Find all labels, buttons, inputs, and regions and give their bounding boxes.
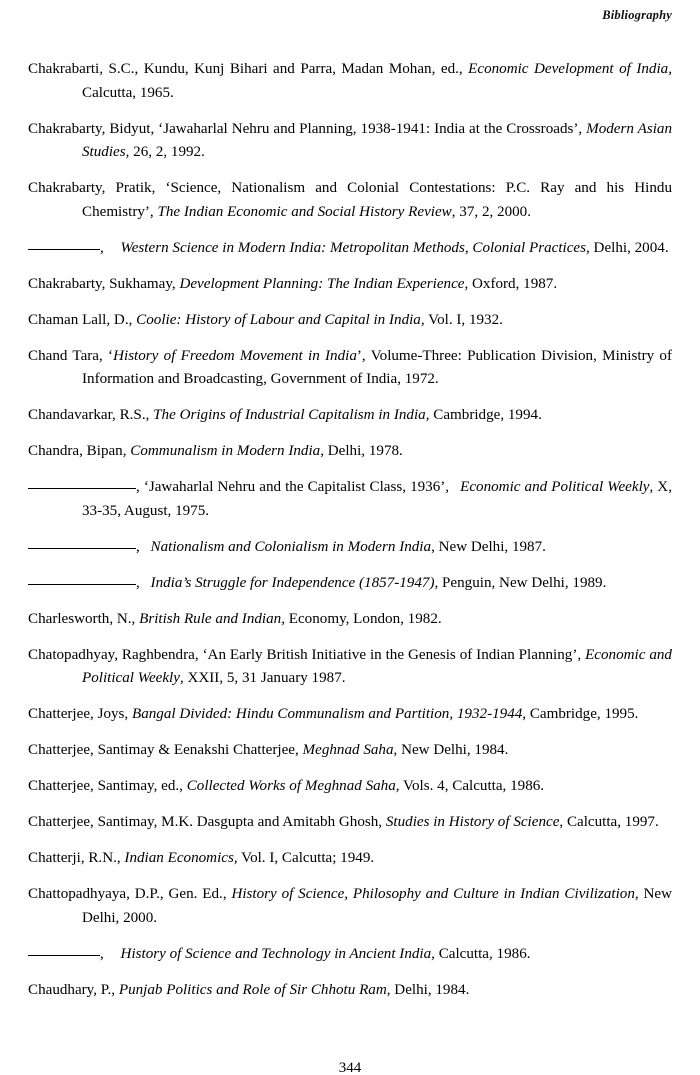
entry-suffix: Vol. I, Calcutta; 1949. <box>237 850 375 867</box>
bibliography-entry <box>28 979 672 1003</box>
entry-title: Development Planning: The Indian Experience <box>179 275 465 292</box>
bibliography-entry <box>28 440 672 464</box>
page-number: 344 <box>338 1060 362 1075</box>
bibliography-entry <box>28 644 672 691</box>
bibliography-entry <box>28 273 672 297</box>
entry-title: Western Science in Modern India: Metropolitan Methods, Colonial Practices <box>120 239 586 256</box>
bibliography-entry <box>28 476 672 523</box>
entry-prefix: Chandra, Bipan, <box>28 443 131 460</box>
entry-title: Coolie: History of Labour and Capital in India, <box>136 311 425 328</box>
bibliography-entry <box>28 943 672 967</box>
entry-title: British Rule and Indian <box>139 610 282 627</box>
entry-prefix: Chatterji, R.N., <box>28 850 125 867</box>
entry-prefix: , <box>100 239 108 256</box>
entry-prefix: Chakrabarty, Pratik, ‘Science, Nationalism and Colonial Contestations: P.C. Ray and his Hindu Chemistry’, <box>28 180 672 220</box>
entry-title: Economic and Political Weekly <box>82 646 672 687</box>
entry-prefix: Chattopadhyaya, D.P., Gen. Ed., <box>28 886 232 903</box>
bibliography-entry <box>28 118 672 165</box>
entry-prefix: Chatterjee, Santimay, M.K. Dasgupta and Amitabh Ghosh, <box>28 814 386 831</box>
bibliography-entry <box>28 703 672 727</box>
entry-suffix: Vols. 4, Calcutta, 1986. <box>399 778 545 795</box>
entry-suffix: , X, 33-35, August, 1975. <box>82 479 672 519</box>
entry-title: Studies in History of Science <box>385 814 560 831</box>
entry-title: Modern Asian Studies <box>82 120 672 161</box>
entry-title: History of Freedom Movement in India <box>113 347 357 364</box>
entry-suffix: , Cambridge, 1995. <box>522 706 639 723</box>
entry-prefix: , <box>136 574 144 591</box>
bibliography-entry <box>28 775 672 799</box>
entry-prefix: Chatterjee, Santimay & Eenakshi Chatterjee, <box>28 742 303 759</box>
entry-suffix: , Penguin, New Delhi, 1989. <box>434 574 607 591</box>
entry-prefix: , ‘Jawaharlal Nehru and the Capitalist Class, 1936’, <box>136 479 454 496</box>
entry-suffix: Calcutta, 1965. <box>82 84 174 101</box>
bibliography-entry <box>28 847 672 871</box>
bibliography-entry <box>28 572 672 596</box>
running-head: Bibliography <box>602 8 672 22</box>
entry-title: The Indian Economic and Social History Review <box>157 203 452 220</box>
bibliography-entry <box>28 883 672 930</box>
entry-suffix: , Delhi, 2004. <box>586 239 669 256</box>
entry-suffix: , Calcutta, 1997. <box>559 814 659 831</box>
entry-title: Meghnad Saha <box>302 742 394 759</box>
entry-suffix: , Calcutta, 1986. <box>431 945 531 962</box>
entry-suffix: , Delhi, 1978. <box>320 443 403 460</box>
entry-title: Bangal Divided: Hindu Communalism and Partition, 1932-1944 <box>131 706 523 723</box>
entry-suffix: , Delhi, 1984. <box>386 981 470 998</box>
entry-suffix: , New Delhi, 1984. <box>393 742 509 759</box>
entry-title: Economic and Political Weekly <box>460 479 650 496</box>
entry-prefix: Chandavarkar, R.S., <box>28 407 154 424</box>
entry-prefix: Chatterjee, Santimay, ed., <box>28 778 187 795</box>
bibliography-entry <box>28 237 672 261</box>
entry-title: Nationalism and Colonialism in Modern India <box>150 538 432 555</box>
entry-suffix: , Cambridge, 1994. <box>425 407 542 424</box>
bibliography-entry <box>28 536 672 560</box>
entry-prefix: , <box>136 538 144 555</box>
entry-prefix: Charlesworth, N., <box>28 610 140 627</box>
repeated-author-rule <box>28 537 136 549</box>
entry-suffix: , XXII, 5, 31 January 1987. <box>179 670 346 687</box>
entry-prefix: Chakrabarti, S.C., Kundu, Kunj Bihari and Parra, Madan Mohan, ed., <box>28 61 469 77</box>
entry-title: Indian Economics, <box>124 850 238 867</box>
entry-title: Communalism in Modern India <box>130 443 321 460</box>
bibliography-entry <box>28 404 672 428</box>
entry-suffix: , 37, 2, 2000. <box>451 203 531 220</box>
entry-prefix: Chatterjee, Joys, <box>28 706 132 723</box>
entry-suffix: , New Delhi, 2000. <box>82 886 673 926</box>
entry-title: History of Science and Technology in Ancient India <box>120 945 432 962</box>
bibliography-entry <box>28 811 672 835</box>
entry-suffix: , New Delhi, 1987. <box>431 538 546 555</box>
entry-prefix: , <box>100 945 108 962</box>
bibliography-entry-list <box>28 58 672 1002</box>
entry-suffix: ’, Volume-Three: Publication Division, Ministry of Information and Broadcasting, Government of India, 1972. <box>82 347 672 388</box>
entry-suffix: , Oxford, 1987. <box>464 275 558 292</box>
bibliography-entry <box>28 739 672 763</box>
repeated-author-rule <box>28 238 100 250</box>
entry-prefix: Chaman Lall, D., <box>28 311 137 328</box>
entry-suffix: , 26, 2, 1992. <box>125 144 205 161</box>
entry-title: Punjab Politics and Role of Sir Chhotu Ram <box>118 981 387 998</box>
entry-suffix: , Economy, London, 1982. <box>281 610 442 627</box>
repeated-author-rule <box>28 573 136 585</box>
entry-suffix: Vol. I, 1932. <box>424 311 503 328</box>
entry-title: India’s Struggle for Independence (1857-1947) <box>150 574 435 591</box>
bibliography-entry <box>28 177 672 224</box>
entry-prefix: Chand Tara, ‘ <box>28 347 114 364</box>
entry-title: Collected Works of Meghnad Saha, <box>186 778 400 795</box>
entry-title: The Origins of Industrial Capitalism in India <box>153 407 426 424</box>
entry-title: History of Science, Philosophy and Culture in Indian Civilization <box>231 886 635 903</box>
repeated-author-rule <box>28 944 100 956</box>
entry-prefix: Chaudhary, P., <box>28 981 119 998</box>
bibliography-entry <box>28 345 672 392</box>
entry-title: Economic Development of India, <box>468 61 672 77</box>
bibliography-entry <box>28 608 672 632</box>
entry-prefix: Chakrabarty, Sukhamay, <box>28 275 180 292</box>
entry-prefix: Chakrabarty, Bidyut, ‘Jawaharlal Nehru and Planning, 1938-1941: India at the Crossroads’, <box>28 120 587 137</box>
bibliography-entry <box>28 58 672 105</box>
repeated-author-rule <box>28 477 136 489</box>
bibliography-entry <box>28 309 672 333</box>
entry-prefix: Chatopadhyay, Raghbendra, ‘An Early British Initiative in the Genesis of Indian Planning’, <box>28 646 586 663</box>
